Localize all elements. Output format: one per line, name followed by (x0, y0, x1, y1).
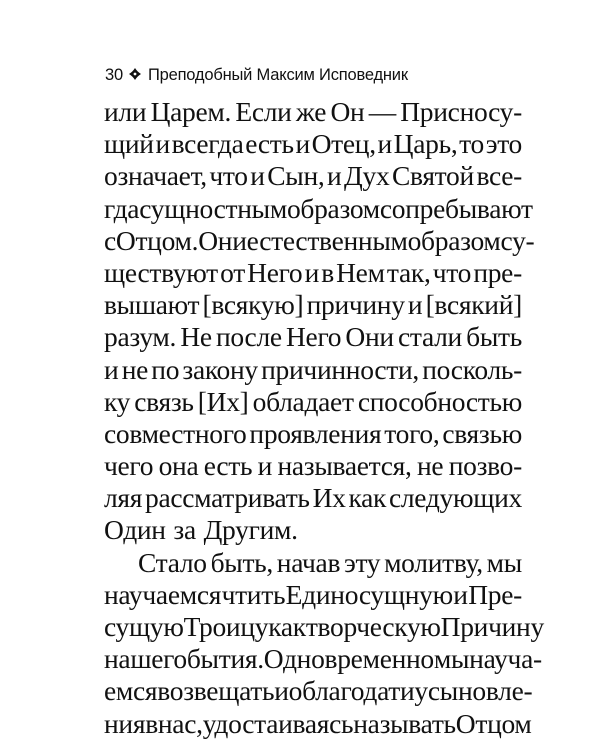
fleuron-icon-glyph (129, 68, 141, 80)
running-head (105, 64, 408, 86)
paragraph (104, 96, 535, 547)
body-text (104, 96, 544, 740)
text-line: или Царем. Если же Он — Присносу- (104, 96, 522, 127)
text-line: вышают [всякую] причину и [всякий] (104, 289, 522, 321)
text-line: ществуют от Него и в Нем так, что пре- (104, 256, 522, 288)
page-number: 30 (105, 65, 123, 84)
text-line: нашего бытия. Одновременно мы научa- (104, 643, 542, 675)
text-line: научаемся чтить Единосущную и Пре- (104, 578, 522, 610)
text-line: щий и всегда есть и Отец, и Царь, то это (104, 128, 522, 160)
text-line: и не по закону причинности, посколь- (104, 353, 522, 385)
text-line: ляя рассматривать Их как следующих (104, 482, 522, 514)
text-line: совместного проявления того, связью (104, 417, 522, 449)
text-line: сущую Троицу как творческую Причину (104, 611, 544, 642)
text-line: с Отцом. Они естественным образом су- (104, 224, 535, 256)
text-line: разум. Не после Него Они стали быть (104, 321, 522, 353)
text-line: ния в нас, удостаиваясь называть Отцом (104, 707, 532, 739)
text-line: гда сущностным образом сопребывают (104, 192, 533, 224)
text-line: Стало быть, начав эту молитву, мы (138, 546, 522, 578)
paragraph (104, 546, 544, 740)
text-line: Один за Другим. (104, 514, 298, 546)
text-line: означает, что и Сын, и Дух Святой все- (104, 160, 522, 192)
book-title: Преподобный Максим Исповедник (147, 65, 408, 84)
fleuron-icon (129, 68, 141, 82)
text-line: ку связь [Их] обладает способностью (104, 385, 522, 417)
text-line: емся возвещать и о благодати усыновле- (104, 675, 533, 707)
text-line: чего она есть и называется, не позво- (104, 450, 522, 482)
